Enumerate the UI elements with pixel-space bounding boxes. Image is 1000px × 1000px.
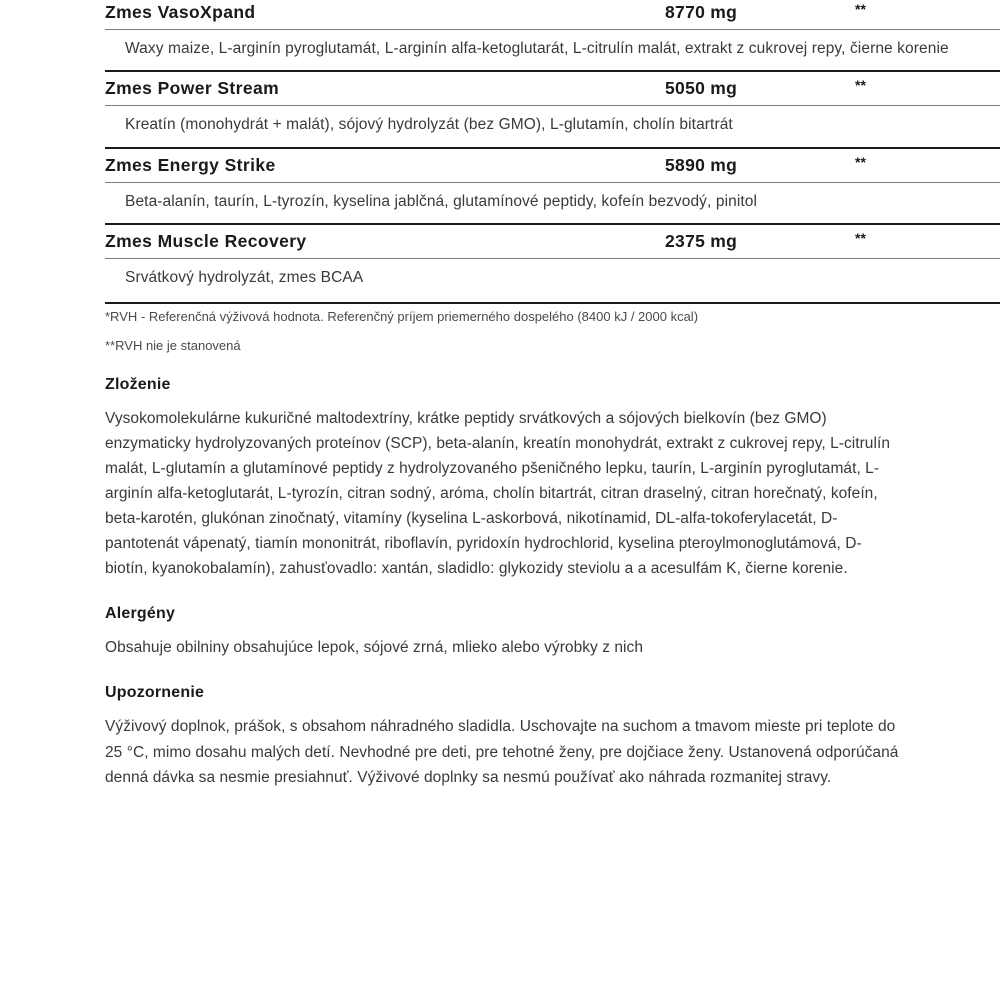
section-warning <box>105 684 940 789</box>
nutrition-table <box>105 0 1000 304</box>
table-bottom-divider <box>105 302 1000 304</box>
blend-note: ** <box>855 230 866 247</box>
section-title-warning: Upozornenie <box>105 684 205 702</box>
blend-note: ** <box>855 77 866 94</box>
blend-note: ** <box>855 1 866 17</box>
section-title-allergens: Alergény <box>105 605 176 623</box>
table-row <box>105 223 1000 258</box>
footnote-rvh: *RVH - Referenčná výživová hodnota. Referenčný príjem priemerného dospelého (8400 kJ / 2000 kcal) <box>105 308 699 324</box>
blend-amount: 2375 mg <box>665 231 738 252</box>
table-row <box>105 0 1000 29</box>
section-body-warning: Výživový doplnok, prášok, s obsahom náhradného sladidla. Uschovajte na suchom a tmavom mieste pri teplote do 25 °C, mimo dosahu malých detí. Nevhodné pre deti, pre tehotné ženy, pre dojčiace ženy. Ustanovená odporúčaná denná dávka sa nesmie presiahnuť. Výživové doplnky sa nesmú používať ako náhrada rozmanitej stravy. <box>105 718 899 786</box>
footnote-rvh-undefined: **RVH nie je stanovená <box>105 337 241 353</box>
blend-name: Zmes Energy Strike <box>105 154 276 175</box>
table-row <box>105 147 1000 182</box>
blend-amount: 8770 mg <box>665 2 738 22</box>
blend-ingredients: Kreatín (monohydrát + malát), sójový hydrolyzát (bez GMO), L-glutamín, cholín bitartrát <box>105 105 1000 146</box>
blend-name: Zmes VasoXpand <box>105 2 256 22</box>
blend-note: ** <box>855 153 866 170</box>
table-row <box>105 70 1000 105</box>
blend-name: Zmes Muscle Recovery <box>105 231 307 252</box>
blend-amount: 5050 mg <box>665 78 738 99</box>
section-title-composition: Zloženie <box>105 375 171 393</box>
blend-ingredients: Srvátkový hydrolyzát, zmes BCAA <box>105 258 1000 299</box>
blend-name: Zmes Power Stream <box>105 78 280 99</box>
section-body-composition: Vysokomolekulárne kukuričné maltodextríny, krátke peptidy srvátkových a sójových bielkovín (bez GMO) enzymaticky hydrolyzovaných proteínov (SCP), beta-alanín, kreatín monohydrát, extrakt z cukrovej repy, L-citrulín malát, L-glutamín a glutamínové peptidy z hydrolyzovaného pšeničného lepku, taurín, L-arginín pyroglutamát, L-arginín alfa-ketoglutarát, L-tyrozín, citran sodný, aróma, cholín bitartrát, citran draselný, citran horečnatý, kofeín, beta-karotén, glukónan zinočnatý, vitamíny (kyselina L-askorbová, nikotínamid, DL-alfa-tokoferylacetát, D-pantotenát vápenatý, tiamín mononitrát, riboflavín, pyridoxín hydrochlorid, kyselina pteroylmonoglutámová, D-biotín, kyanokobalamín), zahusťovadlo: xantán, sladidlo: glykozidy steviolu a a acesulfám K, čierne korenie. <box>105 409 891 578</box>
blend-amount: 5890 mg <box>665 154 738 175</box>
section-composition <box>105 376 940 582</box>
section-allergens <box>105 605 940 660</box>
blend-ingredients: Waxy maize, L-arginín pyroglutamát, L-arginín alfa-ketoglutarát, L-citrulín malát, extrakt z cukrovej repy, čierne korenie <box>105 29 1000 70</box>
blend-ingredients: Beta-alanín, taurín, L-tyrozín, kyselina jablčná, glutamínové peptidy, kofeín bezvodý, pinitol <box>105 182 1000 223</box>
section-body-allergens: Obsahuje obilniny obsahujúce lepok, sójové zrná, mlieko alebo výrobky z nich <box>105 639 643 657</box>
